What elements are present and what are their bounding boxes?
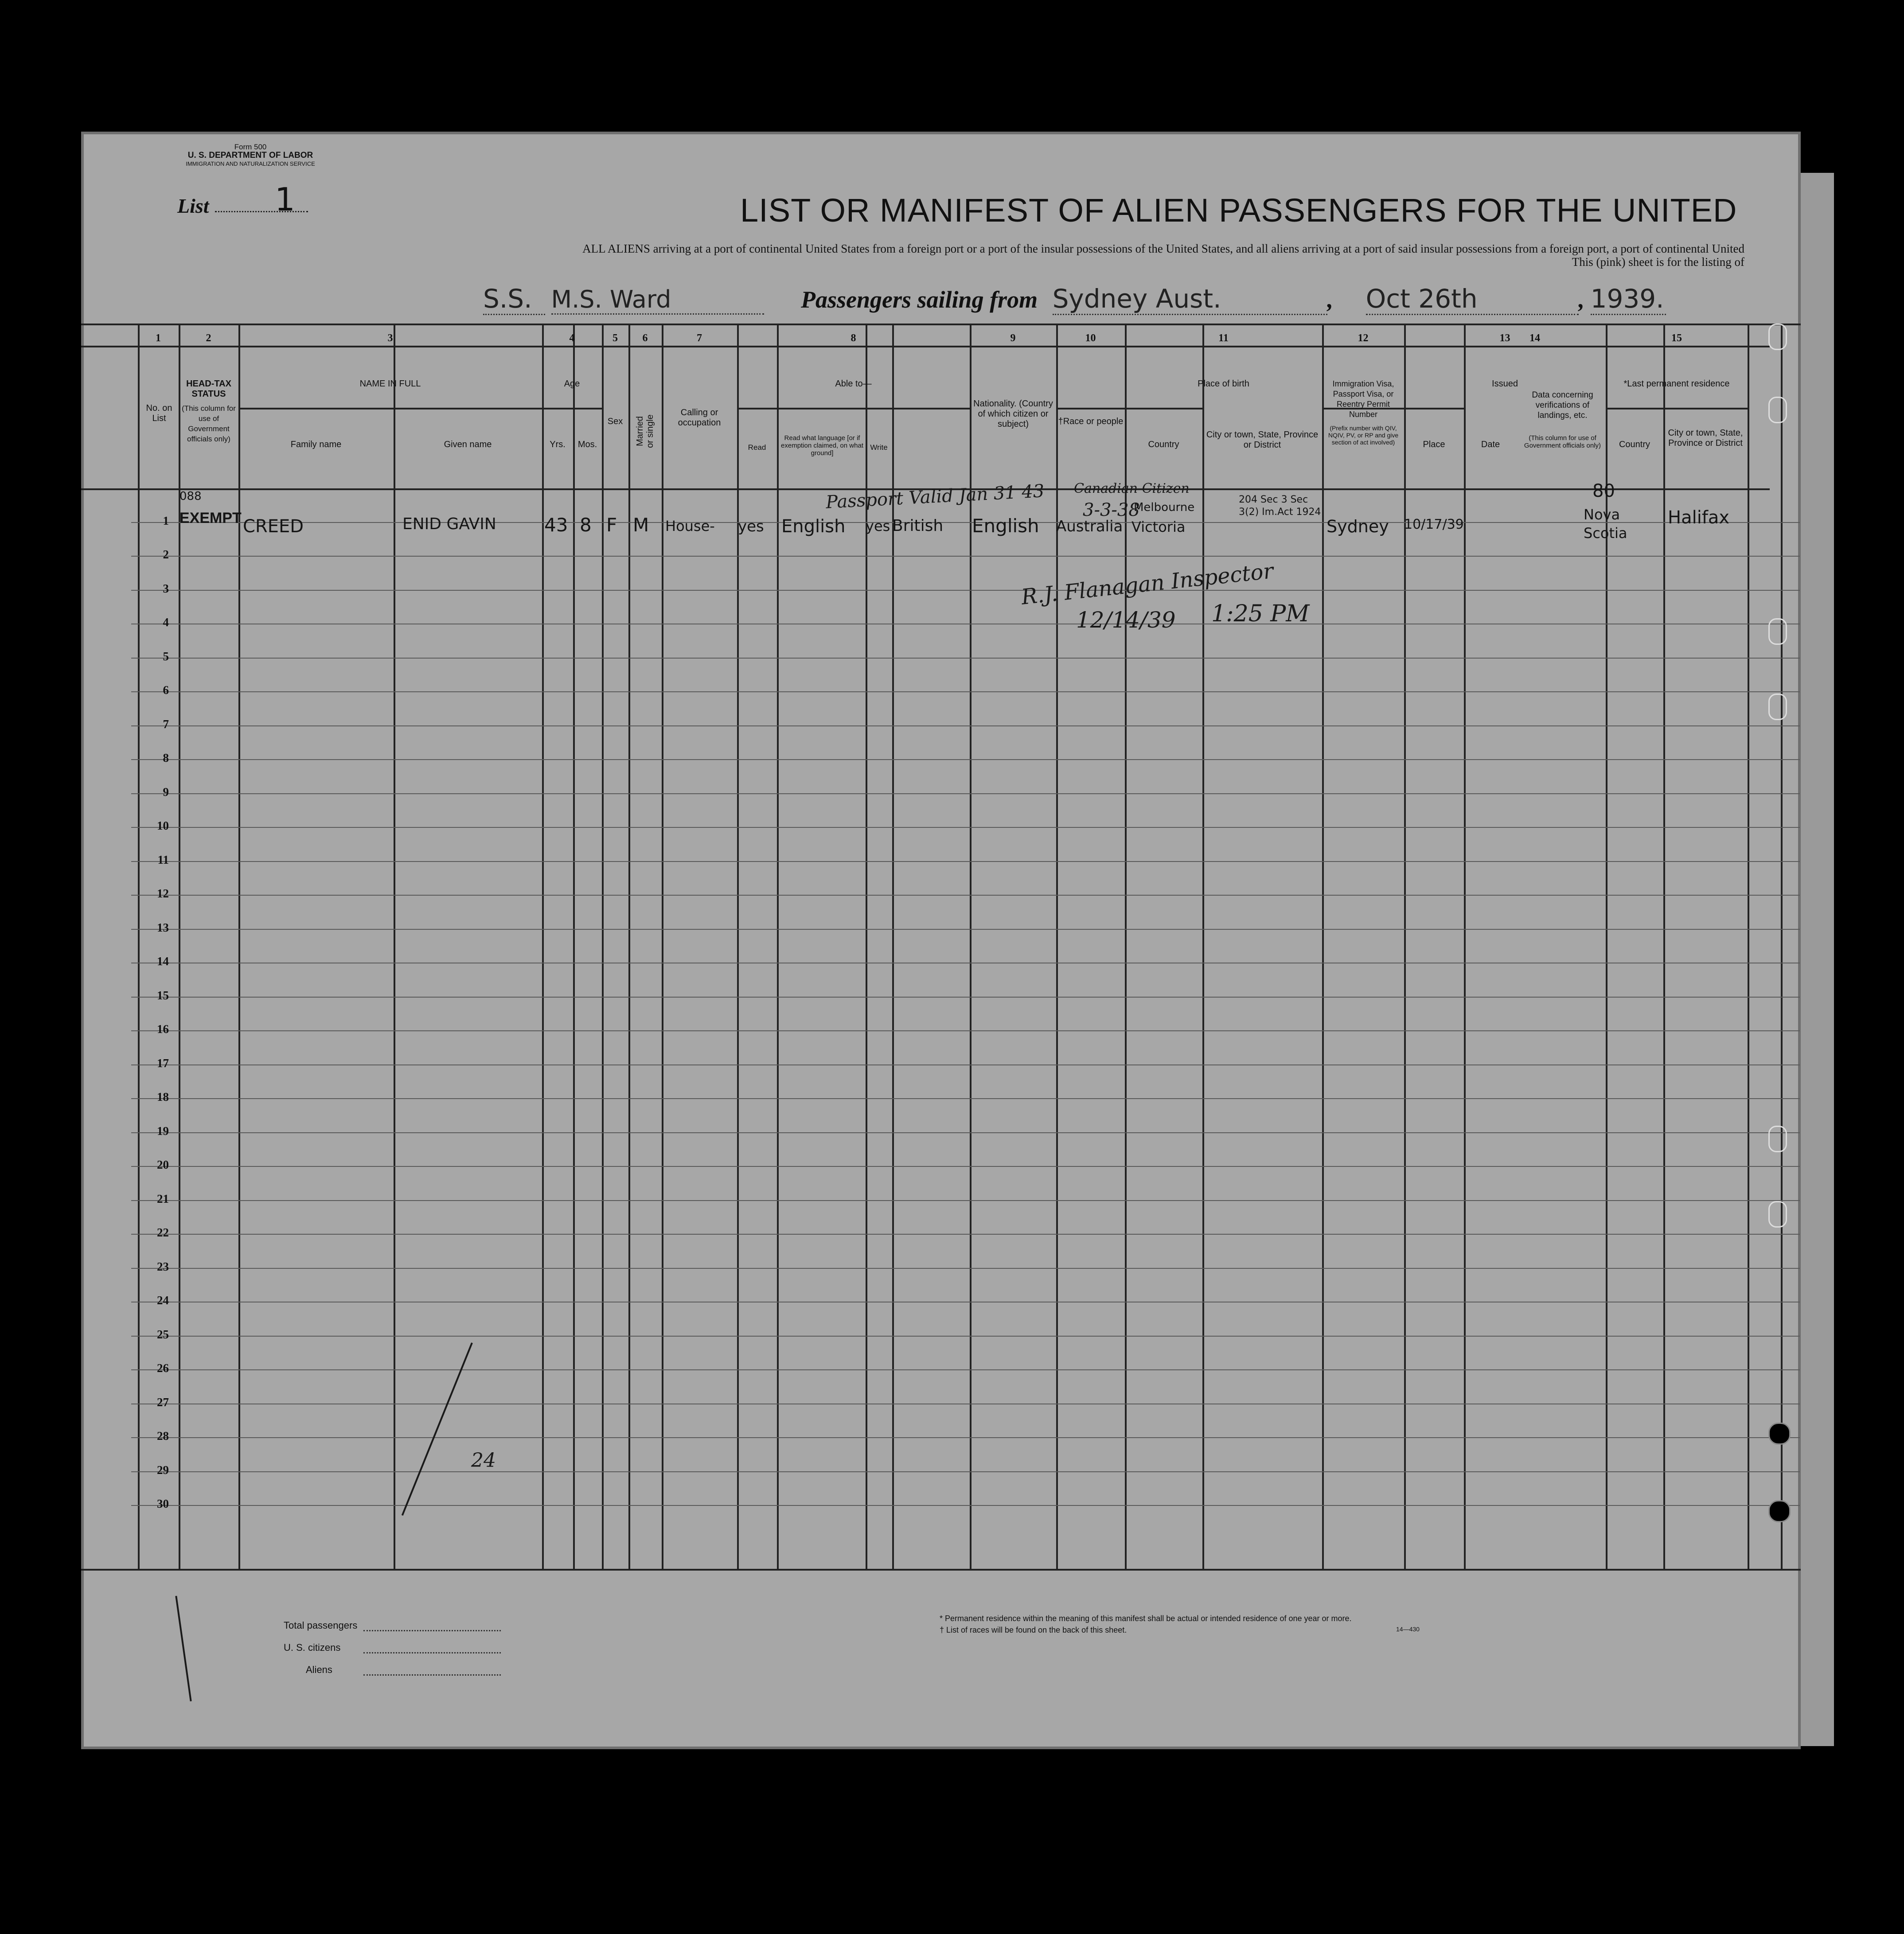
sailing-port: Sydney Aust. xyxy=(1053,284,1327,315)
row-number: 25 xyxy=(157,1328,169,1341)
colnum-11: 11 xyxy=(1218,332,1229,344)
row-number: 21 xyxy=(157,1192,169,1205)
page-title: LIST OR MANIFEST OF ALIEN PASSENGERS FOR THE UNITED xyxy=(740,192,1737,229)
row-number: 20 xyxy=(157,1158,169,1171)
hdr-issued: Issued xyxy=(1492,379,1518,389)
punch-hole xyxy=(1768,694,1787,720)
row-number: 4 xyxy=(163,616,169,629)
hdr-read-lang: Read what language [or if exemption claimed, on what ground] xyxy=(781,434,863,457)
passport-annotation: Passport Valid Jan 31 43 xyxy=(825,481,1045,513)
footer-note-1: * Permanent residence within the meaning of this manifest shall be actual or intended residence of one year or more. xyxy=(940,1614,1352,1623)
colnum-15: 15 xyxy=(1671,332,1682,344)
table-bottom-rule xyxy=(81,1569,1801,1571)
row-number: 1 xyxy=(163,514,169,527)
hdr-family-name: Family name xyxy=(290,440,342,449)
colnum-5: 5 xyxy=(613,332,618,344)
col-rule xyxy=(1202,324,1204,1569)
hdr-race: †Race or people xyxy=(1058,417,1124,426)
colnum-4: 4 xyxy=(569,332,575,344)
row-number: 29 xyxy=(157,1463,169,1477)
footer-aliens-line xyxy=(363,1674,501,1676)
row-number: 13 xyxy=(157,921,169,934)
inspector-date: 12/14/39 xyxy=(1076,607,1176,633)
entry-res-city: Halifax xyxy=(1668,507,1730,528)
footer-note-2: † List of races will be found on the back of this sheet. xyxy=(940,1626,1127,1634)
hdr-married: Married or single xyxy=(635,414,655,448)
hdr-head-tax-note: (This column for use of Government officials only) xyxy=(182,404,236,443)
hdr-birth-city: City or town, State, Province or District xyxy=(1206,430,1319,450)
subtitle-line-2: This (pink) sheet is for the listing of xyxy=(1572,255,1744,269)
hdr-place-of-birth: Place of birth xyxy=(1198,379,1249,389)
hdr-last-res: *Last permanent residence xyxy=(1623,379,1730,389)
ship-info: S.S. M.S. Ward Passengers sailing from Sydney Aust. , Oct 26th , 1939. xyxy=(483,284,1666,315)
row-number: 3 xyxy=(163,582,169,595)
subtitle-line-1: ALL ALIENS arriving at a port of continental United States from a foreign port or a port of the insular possessions of the United States, and all aliens arriving at a port of said insular possessions from a foreign port, a port of continental United xyxy=(582,242,1744,255)
entry-res-note: 80 xyxy=(1592,481,1615,501)
colnum-6: 6 xyxy=(642,332,648,344)
footer-citizens: U. S. citizens xyxy=(284,1642,341,1653)
row-number: 23 xyxy=(157,1260,169,1273)
ship-prefix: S.S. xyxy=(483,284,545,315)
tally-mark: 24 xyxy=(471,1449,496,1472)
sailing-date: Oct 26th xyxy=(1366,284,1579,315)
row-number: 28 xyxy=(157,1429,169,1443)
sailing-year: 1939. xyxy=(1591,284,1666,315)
form-identifier xyxy=(166,143,335,168)
pen-stroke xyxy=(402,1342,473,1516)
entry-age-mos: 8 xyxy=(580,514,592,536)
birth-group-rule xyxy=(1056,408,1202,409)
row-number: 11 xyxy=(157,853,169,866)
hdr-birth-country: Country xyxy=(1148,440,1179,449)
able-group-rule xyxy=(737,408,970,409)
department-name: U. S. DEPARTMENT OF LABOR xyxy=(187,151,313,160)
punch-hole xyxy=(1768,397,1787,423)
footer-total: Total passengers xyxy=(284,1620,358,1631)
entry-race: English xyxy=(972,515,1039,537)
entry-head-tax: EXEMPT xyxy=(179,510,242,526)
colnum-2: 2 xyxy=(206,332,211,344)
manifest-table xyxy=(81,324,1801,1582)
colnum-10: 10 xyxy=(1085,332,1096,344)
row-number: 18 xyxy=(157,1090,169,1103)
col-rule xyxy=(1663,324,1665,1569)
col-rule xyxy=(1748,324,1749,1569)
colnum-rule xyxy=(81,346,1770,347)
row-number: 27 xyxy=(157,1396,169,1409)
footer-citizens-line xyxy=(363,1652,501,1653)
inspector-time: 1:25 PM xyxy=(1211,600,1310,627)
hdr-mos: Mos. xyxy=(577,440,597,449)
hdr-read: Read xyxy=(748,443,766,452)
col-rule xyxy=(737,324,739,1569)
punch-hole xyxy=(1768,1201,1787,1228)
hdr-name-in-full: NAME IN FULL xyxy=(359,379,421,389)
hdr-data-verif: Data concerning verifications of landings, etc. xyxy=(1532,390,1593,420)
row-number: 30 xyxy=(157,1497,169,1510)
entry-issued-date: 10/17/39 xyxy=(1404,517,1464,532)
hdr-age: Age xyxy=(564,379,580,389)
colnum-1: 1 xyxy=(156,332,161,344)
entry-occupation: House- xyxy=(665,518,715,534)
colnum-7: 7 xyxy=(697,332,702,344)
hdr-able-to: Able to— xyxy=(835,379,872,389)
hdr-no-on-list: No. on List xyxy=(146,403,172,423)
entry-language: English xyxy=(781,516,846,537)
footer-aliens: Aliens xyxy=(306,1664,332,1675)
col-rule xyxy=(602,324,604,1569)
colnum-14: 14 xyxy=(1529,332,1540,344)
entry-birth-country: Australia xyxy=(1056,518,1123,535)
hdr-write: Write xyxy=(870,443,888,452)
row-number: 24 xyxy=(157,1294,169,1307)
footer-total-line xyxy=(363,1630,501,1631)
punch-hole xyxy=(1768,1423,1791,1445)
entry-res-country: Nova Scotia xyxy=(1584,506,1627,542)
col-rule xyxy=(542,324,544,1569)
hdr-issued-place: Place xyxy=(1423,440,1445,449)
row-number: 9 xyxy=(163,785,169,799)
canadian-annotation: Canadian Citizen xyxy=(1074,481,1190,496)
hdr-data-verif-note: (This column for use of Government officials only) xyxy=(1524,434,1601,449)
entry-family-name: CREED xyxy=(243,516,304,537)
row-number: 16 xyxy=(157,1022,169,1036)
entry-given-name: ENID GAVIN xyxy=(402,515,496,533)
colnum-13: 13 xyxy=(1499,332,1510,344)
canadian-date: 3-3-38 xyxy=(1083,500,1140,520)
entry-head-tax-note: 088 xyxy=(179,490,202,503)
row-number: 10 xyxy=(157,819,169,832)
col-rule xyxy=(1781,324,1783,1569)
entry-read: yes xyxy=(738,518,764,535)
col-rule xyxy=(628,324,630,1569)
row-number: 26 xyxy=(157,1361,169,1375)
entry-sex: F xyxy=(606,514,617,536)
footer-code: 14—430 xyxy=(1396,1626,1420,1633)
list-label: List xyxy=(177,195,209,217)
row-number: 8 xyxy=(163,751,169,764)
col-rule xyxy=(573,324,575,1569)
row-number: 19 xyxy=(157,1124,169,1138)
hdr-given-name: Given name xyxy=(444,440,492,449)
hdr-visa: Immigration Visa, Passport Visa, or Reentry Permit Number xyxy=(1332,379,1394,419)
punch-hole xyxy=(1768,324,1787,350)
sailing-label: Passengers sailing from xyxy=(801,286,1038,313)
hdr-nationality: Nationality. (Country of which citizen or subject) xyxy=(973,399,1053,429)
entry-birth-city: Victoria xyxy=(1131,519,1186,535)
form-number: Form 500 xyxy=(234,143,267,151)
col-rule xyxy=(1404,324,1406,1569)
punch-hole xyxy=(1768,618,1787,645)
age-group-rule xyxy=(542,408,602,409)
colnum-9: 9 xyxy=(1010,332,1016,344)
hdr-visa-note: (Prefix number with QIV, NQIV, PV, or RP and give section of act involved) xyxy=(1328,425,1399,446)
res-group-rule xyxy=(1606,408,1748,409)
col-rule xyxy=(1056,324,1058,1569)
row-number: 5 xyxy=(163,650,169,663)
entry-issued-place: Sydney xyxy=(1327,517,1389,536)
row-number: 22 xyxy=(157,1226,169,1239)
entry-marital: M xyxy=(633,514,649,536)
name-group-rule xyxy=(238,408,542,409)
table-top-rule xyxy=(81,324,1801,325)
col-rule xyxy=(1464,324,1466,1569)
punch-hole xyxy=(1768,1500,1791,1522)
entry-write: yes xyxy=(866,518,890,534)
row-number: 15 xyxy=(157,989,169,1002)
hdr-issued-date: Date xyxy=(1481,440,1500,449)
hdr-res-city: City or town, State, Province or District xyxy=(1668,428,1743,448)
sheet-edge xyxy=(1801,173,1834,1746)
colnum-12: 12 xyxy=(1358,332,1369,344)
hdr-calling: Calling or occupation xyxy=(678,408,721,428)
colnum-3: 3 xyxy=(387,332,393,344)
row-number: 14 xyxy=(157,955,169,968)
ship-name: M.S. Ward xyxy=(551,285,764,315)
col-rule xyxy=(892,324,894,1569)
row-number: 2 xyxy=(163,548,169,561)
inspector-signature: R.J. Flanagan Inspector xyxy=(1020,558,1275,610)
col-rule xyxy=(138,324,140,1569)
hdr-yrs: Yrs. xyxy=(550,440,566,449)
entry-nationality: British xyxy=(892,517,944,535)
entry-birth-city-note: Melbourne xyxy=(1134,501,1195,514)
row-number: 17 xyxy=(157,1057,169,1070)
row-number: 7 xyxy=(163,717,169,731)
entry-age-yrs: 43 xyxy=(544,514,568,536)
list-number: 1 xyxy=(275,181,295,218)
hdr-head-tax: HEAD-TAX STATUS xyxy=(186,379,231,399)
col-rule xyxy=(970,324,972,1569)
row-number: 12 xyxy=(157,887,169,900)
colnum-8: 8 xyxy=(851,332,856,344)
row-number: 6 xyxy=(163,683,169,697)
hdr-sex: Sex xyxy=(607,417,623,426)
page-subtitle xyxy=(310,242,1744,269)
entry-visa: 204 Sec 3 Sec 3(2) Im.Act 1924 xyxy=(1239,494,1321,518)
service-name: IMMIGRATION AND NATURALIZATION SERVICE xyxy=(186,160,315,167)
col-rule xyxy=(394,324,395,1569)
col-rule xyxy=(662,324,663,1569)
punch-hole xyxy=(1768,1126,1787,1152)
col-rule xyxy=(777,324,779,1569)
hdr-res-country: Country xyxy=(1619,440,1650,449)
